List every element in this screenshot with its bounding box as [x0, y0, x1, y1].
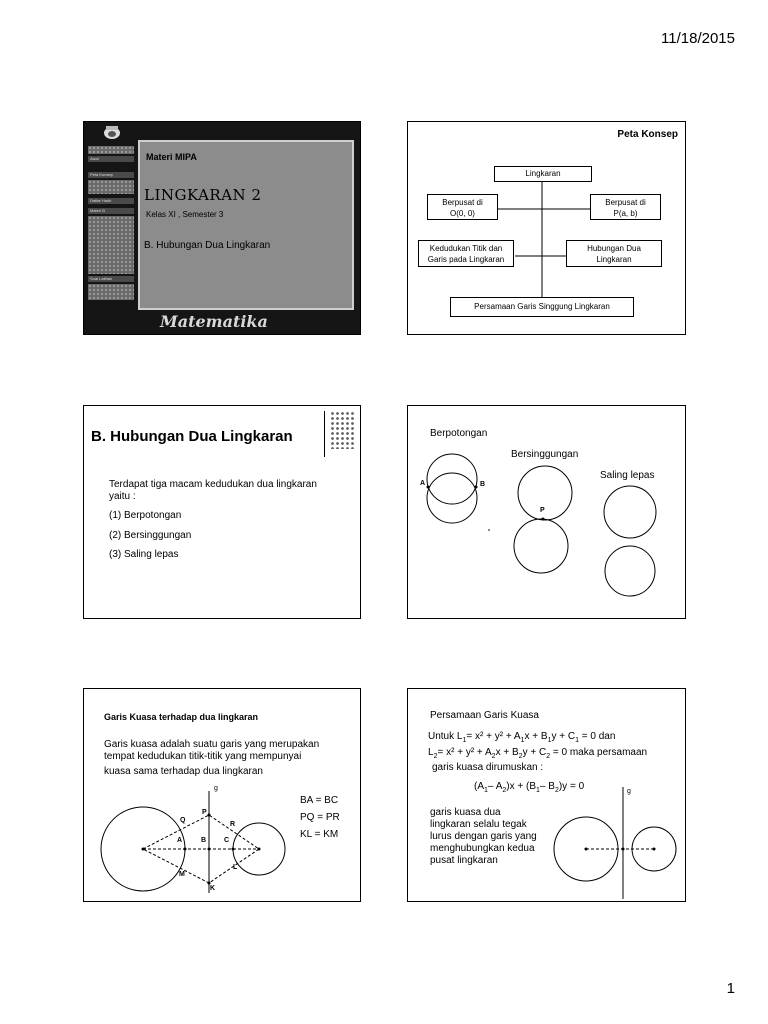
- intersecting-circle-bottom: [427, 473, 477, 523]
- sidebar-item-soal-latihan[interactable]: Soal Latihan: [88, 276, 134, 282]
- note-line-4: menghubungkan kedua: [430, 843, 535, 854]
- point-b-label: B: [480, 481, 486, 488]
- label-l: L: [233, 864, 238, 871]
- page-number: 1: [726, 980, 735, 997]
- label-a: A: [177, 837, 183, 844]
- note-line-3: lurus dengan garis yang: [430, 831, 537, 842]
- label-p: P: [202, 809, 207, 816]
- label-r: R: [230, 821, 236, 828]
- eq-l1: $L_1$: [456, 731, 467, 744]
- slide1-sidebar: [88, 142, 134, 310]
- concept-pusat-p-line2: P(a, b): [613, 209, 638, 218]
- sidebar-item-daftar-hadir[interactable]: Daftar Hadir: [88, 198, 134, 204]
- label-b: B: [201, 837, 207, 844]
- concept-box-persamaan: [450, 297, 634, 317]
- circle-positions-diagram: [408, 406, 685, 618]
- note-line-1: garis kuasa dua: [430, 807, 501, 818]
- label-k: K: [210, 885, 216, 892]
- slide-concept-map: [407, 121, 686, 335]
- slide5-desc-line2: tempat kedudukan titik-titik yang mempunyai: [104, 751, 302, 762]
- label-berpotongan: Berpotongan: [430, 428, 488, 439]
- slide-persamaan-garis-kuasa: [407, 688, 686, 902]
- concept-box-pusat-o: [427, 194, 498, 220]
- slide3-intro-line1: Terdapat tiga macam kedudukan dua lingkaran: [109, 479, 317, 490]
- sidebar-item-peta-konsep[interactable]: Peta Konsep: [88, 172, 134, 178]
- slide5-desc-line3: kuasa sama terhadap dua lingkaran: [104, 766, 263, 777]
- concept-kedudukan-line1: Kedudukan Titik dan: [429, 244, 503, 253]
- intersecting-circle-top: [427, 454, 477, 504]
- concept-pusat-p-line1: Berpusat di: [605, 198, 646, 207]
- slide1-footer-brand: Matematika: [160, 312, 268, 331]
- slide5-title: Garis Kuasa terhadap dua lingkaran: [104, 712, 259, 722]
- separate-circle-bottom: [605, 546, 655, 596]
- slide1-materi-label: Materi MIPA: [146, 152, 197, 162]
- concept-pusat-o-line2: O(0, 0): [450, 209, 475, 218]
- eq-untuk: Untuk: [428, 731, 455, 742]
- slide1-topic: B. Hubungan Dua Lingkaran: [144, 240, 271, 251]
- slide6-eq-line2: $L_2= x^2 + y^2 + A_2x + B_2y + C_2 = 0$ maka persamaan: [428, 747, 648, 760]
- label-q: Q: [180, 817, 186, 824]
- slide3-item-berpotongan: (1) Berpotongan: [109, 510, 182, 521]
- slide3-decorative-dots: [330, 411, 354, 449]
- eq-kl-km: KL = KM: [300, 829, 339, 840]
- concept-pusat-o-line1: Berpusat di: [442, 198, 483, 207]
- slide1-logo-icon: [102, 124, 122, 141]
- concept-persamaan-text: Persamaan Garis Singgung Lingkaran: [474, 302, 610, 311]
- concept-map-heading: Peta Konsep: [617, 129, 678, 140]
- sidebar-item-materi-b[interactable]: Materi B: [88, 208, 134, 214]
- slide3-item-bersinggungan: (2) Bersinggungan: [109, 530, 192, 541]
- concept-kedudukan-line2: Garis pada Lingkaran: [427, 255, 505, 264]
- point-a-label: A: [420, 480, 426, 487]
- point-p-label: P: [540, 507, 545, 514]
- slide6-title: Persamaan Garis Kuasa: [430, 710, 539, 721]
- concept-box-kedudukan: [418, 240, 514, 267]
- concept-hubungan-line2: Lingkaran: [596, 255, 632, 264]
- slide5-desc-line1: Garis kuasa adalah suatu garis yang merupakan: [104, 739, 320, 750]
- slide1-content-panel: [138, 140, 354, 310]
- slide3-title-divider: [324, 411, 325, 457]
- slide6-kuasa-line: garis kuasa dirumuskan :: [432, 762, 544, 773]
- separate-circle-top: [604, 486, 656, 538]
- tangent-circle-top: [518, 466, 572, 520]
- concept-box-lingkaran: [494, 166, 592, 182]
- note-line-2: lingkaran selalu tegak: [430, 819, 527, 830]
- slide6-eq-line1: Untuk $L_1= x^2 + y^2 + A_1x + B_1y + C_1 = 0$ dan: [428, 731, 616, 744]
- garis-kuasa-separate-diagram: [408, 689, 685, 901]
- label-m: M: [179, 871, 185, 878]
- slide3-title: B. Hubungan Dua Lingkaran: [91, 428, 293, 445]
- slide6-label-g: g: [627, 788, 631, 795]
- slide1-title: LINGKARAN 2: [144, 186, 262, 204]
- eq-pq-pr: PQ = PR: [300, 812, 340, 823]
- concept-hubungan-line1: Hubungan Dua: [587, 244, 641, 253]
- slide6-formula: ($A_1-$ $A_2)x + (B_1-$ $B_2)y = 0$: [474, 781, 585, 794]
- slide3-item-saling-lepas: (3) Saling lepas: [109, 549, 179, 560]
- note-line-5: pusat lingkaran: [430, 855, 498, 866]
- label-saling-lepas: Saling lepas: [600, 470, 655, 481]
- concept-box-hubungan: [566, 240, 662, 267]
- slide-garis-kuasa: [83, 688, 361, 902]
- sidebar-item-awal[interactable]: Awal: [88, 156, 134, 162]
- label-g: g: [214, 785, 218, 792]
- slide-hubungan-intro: [83, 405, 361, 619]
- print-date: 11/18/2015: [661, 30, 735, 47]
- concept-box-lingkaran-text: Lingkaran: [525, 169, 561, 178]
- sidebar-pattern-2: [88, 284, 134, 300]
- slide1-kelas: Kelas XI , Semester 3: [146, 210, 224, 219]
- concept-box-pusat-p: [590, 194, 661, 220]
- label-c: C: [224, 837, 230, 844]
- eq-ba-bc: BA = BC: [300, 795, 339, 806]
- sidebar-pattern: [88, 216, 134, 274]
- label-bersinggungan: Bersinggungan: [511, 449, 579, 460]
- slide-title-thumbnail: [83, 121, 361, 335]
- slide1-sidebar-mid-pattern: [88, 180, 134, 194]
- tangent-circle-bottom: [514, 519, 568, 573]
- slide3-intro-line2: yaitu :: [109, 491, 136, 502]
- slide-circle-positions: [407, 405, 686, 619]
- slide1-sidebar-top-pattern: [88, 146, 134, 154]
